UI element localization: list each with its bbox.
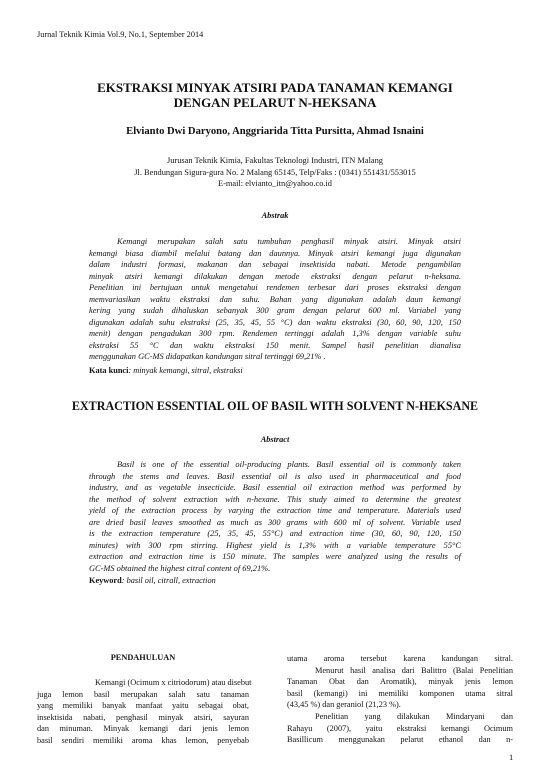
body-column-left [37, 677, 252, 747]
body-line: Menurut hasil analisa dari Balittro (Balai Penelitian [315, 665, 513, 675]
running-header: Jurnal Teknik Kimia Vol.9, No.1, September 2014 [37, 30, 204, 39]
abstrak-line: Kemangi merupakan salah satu tumbuhan penghasil minyak atsiri. Minyak atsiri [117, 237, 461, 246]
abstrak-heading: Abstrak [261, 211, 289, 220]
title-line: EKSTRAKSI MINYAK ATSIRI PADA TANAMAN KEMANGI [97, 80, 453, 95]
affiliation [0, 155, 550, 190]
kata-kunci [89, 366, 243, 375]
kata-kunci-text: : minyak kemangi, sitral, ekstraksi [128, 366, 243, 375]
abstrak-line: kering yang sudah dihaluskan sebanyak 300 gram dengan pelarut 600 ml. Variabel yang [89, 306, 461, 316]
keyword-label: Keyword [89, 576, 122, 585]
abstrak-line: Penelitian ini bertujuan untuk mengetahui rendemen terbesar dari proses ekstraksi dengan [89, 283, 461, 293]
body-line: juga lemon basil merupakan salah satu tanaman [37, 689, 249, 699]
affiliation-line: Jl. Bendungan Sigura-gura No. 2 Malang 65145, Telp/Faks : (0341) 551431/553015 [134, 167, 416, 177]
abstrak-line: menit) dengan pengadukan 300 rpm. Rendemen tertinggi adalah 1,3% dengan variable suhu [89, 329, 461, 339]
keyword-text: : basil oil, citrall, extraction [121, 576, 216, 585]
body-line: basil (kemangi) ini memiliki komponen utama sitral [287, 688, 513, 698]
page-number: 1 [509, 752, 514, 762]
authors: Elvianto Dwi Daryono, Anggriarida Titta Pursitta, Ahmad Isnaini [126, 126, 424, 137]
abstract-line: the method of solvent extraction with n-hexane. This study aimed to determine the greatest [89, 494, 461, 504]
abstract-line: minutes) with 300 rpm stirring. Highest yield is 1,3% with a variable temperature 55°C [89, 540, 461, 550]
abstrak-line: memvariasikan waktu ekstraksi dan suhu. Bahan yang digunakan adalah daun kemangi [89, 294, 461, 304]
body-line: Basillicum menggunakan pelarut ethanol dan n- [287, 735, 513, 745]
body-line: basil sendiri memiliki aroma khas lemon, penyebab [37, 735, 249, 745]
body-column-right [287, 653, 513, 746]
title-indonesian [60, 80, 490, 110]
abstract-heading: Abstract [260, 435, 290, 444]
abstrak-line: dalam industri formasi, makanan dan sebagai insektisida nabati. Metode pengambilan [89, 260, 461, 270]
body-line: (43,45 %) dan geraniol (21,23 %). [287, 700, 401, 710]
kata-kunci-label: Kata kunci [89, 366, 129, 375]
abstract-line: Basil is one of the essential oil-producing plants. Basil essential oil is commonly taken [117, 460, 461, 469]
section-heading-pendahuluan: PENDAHULUAN [110, 653, 176, 662]
keyword [89, 576, 216, 585]
abstrak-body [89, 236, 461, 363]
abstrak-line: digunakan adalah suhu ekstraksi (25, 35, 45, 55 °C) dan waktu ekstraksi (30, 60, 90, 120, 150 [89, 317, 461, 327]
abstrak-line: ekstraksi 55 °C dan waktu ekstraksi 150 menit. Sampel hasil penelitian dianalisa [89, 340, 461, 350]
body-line: Kemangi (Ocimum x citriodorum) atau disebut [95, 678, 252, 687]
abstrak-line: menggunakan GC-MS didapatkan kandungan sitral tertinggi 69,21% . [89, 352, 326, 362]
body-line: utama aroma tersebut karena kandungan sitral. [287, 654, 513, 663]
abstract-line: is the extraction temperature (25, 35, 45, 55°C) and extraction time (30, 60, 90, 120, 150 [89, 529, 461, 539]
body-line: Tanaman Obat dan Aromatik), minyak jenis lemon [287, 677, 513, 687]
body-line: Rahayu (2007), yaitu ekstraksi kemangi Ocimum [287, 723, 513, 733]
abstract-body [89, 459, 461, 574]
abstrak-line: minyak atsiri kemangi dilakukan dengan metode ekstraksi dengan pelarut n-heksana. [89, 271, 461, 281]
abstrak-line: kemangi biasa diambil melalui batang dan daunnya. Minyak atsiri kemangi juga digunakan [89, 248, 461, 258]
abstract-line: yield of the extraction process by varying the extraction time and temperature. Materials used [89, 506, 461, 516]
abstract-line: extraction and extraction time is 150 minute. The samples were analyzed using the results of [89, 552, 461, 562]
title-line: DENGAN PELARUT N-HEKSANA [173, 95, 377, 110]
body-line: dan minuman. Minyak kemangi dari jenis lemon [37, 724, 249, 734]
abstract-line: through the stems and leaves. Basil essential oil is also used in pharmaceutical and food [89, 471, 461, 481]
body-line: yang memiliki banyak manfaat yaitu sebagai obat, [37, 701, 249, 711]
affiliation-line: E-mail: elvianto_itn@yahoo.co.id [217, 179, 332, 188]
body-line: Penelitian yang dilakukan Mindaryani dan [315, 711, 513, 721]
title-english: EXTRACTION ESSENTIAL OIL OF BASIL WITH SOLVENT N-HEKSANE [71, 399, 479, 413]
abstract-line: industry, and as vegetable insecticide. Basil essential oil extraction method was performed by [89, 483, 461, 493]
abstract-line: are dried basil leaves smoothed as much as 300 grams with 600 ml of solvent. Variable used [89, 517, 461, 527]
abstract-line: GC-MS obtained the highest citral content of 69,21%. [89, 563, 271, 573]
body-line: insektisida nabati, penghasil minyak atsiri, sayuran [37, 712, 249, 722]
affiliation-line: Jurusan Teknik Kimia, Fakultas Teknologi Industri, ITN Malang [166, 156, 383, 165]
